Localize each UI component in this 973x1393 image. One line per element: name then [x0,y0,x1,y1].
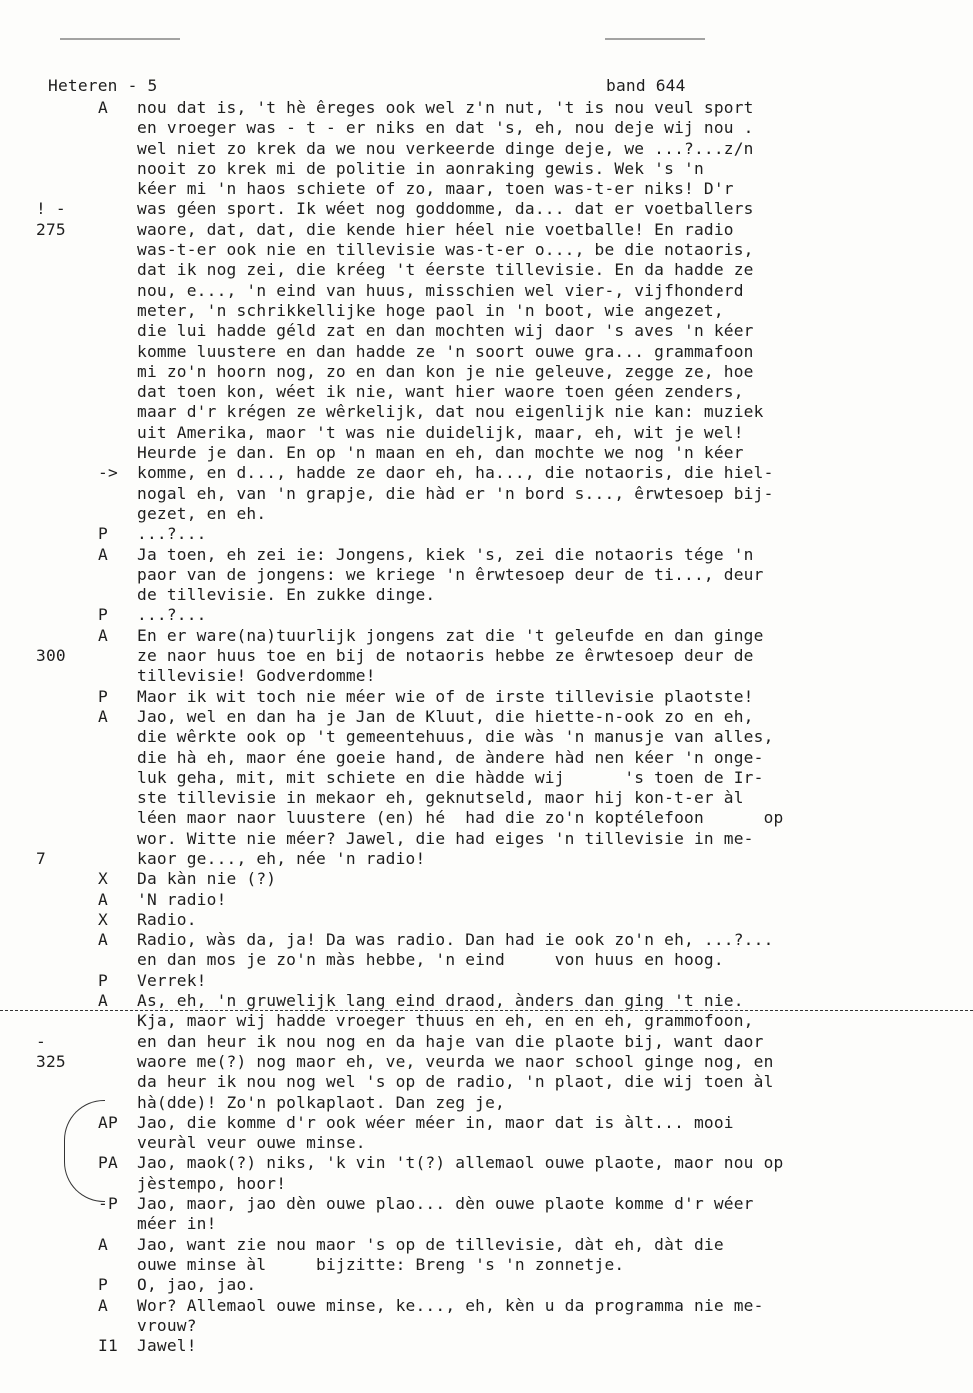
line-text: ...?... [137,524,207,544]
line-text: nooit zo krek mi de politie in aonraking gewis. Wek 's 'n [137,158,704,178]
transcript-line [0,707,973,727]
line-text: Kja, maor wij hadde vroeger thuus en eh, en en eh, grammofoon, [137,1011,754,1031]
speaker-label: A [98,991,108,1011]
line-text: dat ik nog zei, die kréeg 't éerste tillevisie. En da hadde ze [137,260,754,280]
speaker-label: X [98,869,108,889]
line-text: méer in! [137,1214,217,1234]
transcript-line [0,1255,973,1275]
transcript-line [0,179,973,199]
line-text: Jao, die komme d'r ook wéer méer in, maor dat is àlt... mooi [137,1112,734,1132]
transcript-lines [0,98,973,1356]
transcript-line [0,1174,973,1194]
transcript-line [0,199,973,219]
margin-note: 7 [36,848,46,868]
transcript-line [0,402,973,422]
transcript-line [0,646,973,666]
transcript-line [0,1275,973,1295]
line-text: nou, e..., 'n eind van huus, misschien wel vier-, vijfhonderd [137,280,744,300]
margin-note: 275 [36,219,66,239]
line-text: waore, dat, dat, die kende hier héel nie voetballe! En radio [137,219,734,239]
transcript-line [0,1235,973,1255]
line-text: en dan mos je zo'n màs hebbe, 'n eind von huus en hoog. [137,950,724,970]
line-text: da heur ik nou nog wel 's op de radio, 'n plaot, die wij toen àl [137,1072,774,1092]
speaker-label: P [98,686,108,706]
speaker-label: X [98,909,108,929]
transcript-line [0,626,973,646]
transcript-line [0,301,973,321]
transcript-line [0,1072,973,1092]
transcript-line [0,605,973,625]
line-text: vrouw? [137,1315,197,1335]
location-page-label: Heteren - 5 [48,76,158,95]
line-text: Jawel! [137,1336,197,1356]
transcript-line [0,504,973,524]
speaker-label: A [98,1295,108,1315]
speaker-label: A [98,1234,108,1254]
line-text: léen maor naor luustere (en) hé had die zo'n koptélefoon op [137,808,784,828]
line-text: ouwe minse àl bijzitte: Breng 's 'n zonnetje. [137,1254,625,1274]
line-text: veuràl veur ouwe minse. [137,1133,366,1153]
line-text: luk geha, mit, mit schiete en die hàdde wij 's toen de Ir- [137,767,764,787]
line-text: O, jao, jao. [137,1275,257,1295]
transcript-line [0,788,973,808]
transcript-line [0,484,973,504]
line-text: maar d'r krégen ze wêrkelijk, dat nou eigenlijk nie kan: muziek [137,402,764,422]
transcript-line [0,1153,973,1173]
line-text: Da kàn nie (?) [137,869,277,889]
transcript-line [0,260,973,280]
line-text: Jao, maok(?) niks, 'k vin 't(?) allemaol ouwe plaote, maor nou op [137,1153,784,1173]
line-text: komme luustere en dan hadde ze 'n soort ouwe gra... grammafoon [137,341,754,361]
speaker-label: P [98,605,108,625]
transcript-line [0,687,973,707]
speaker-label: -P [98,1194,118,1214]
top-left-scribble [60,38,180,40]
transcript-line [0,1052,973,1072]
line-text: dat toen kon, wéet ik nie, want hier waore toen géen zenders, [137,382,744,402]
margin-note: ! - [36,199,66,219]
transcript-line [0,808,973,828]
line-text: En er ware(na)tuurlijk jongens zat die 't geleufde en dan ginge [137,625,764,645]
line-text: 'N radio! [137,889,227,909]
transcript-line [0,910,973,930]
line-text: uit Amerika, maor 't was nie duidelijk, maar, eh, wit je wel! [137,422,744,442]
line-text: de tillevisie. En zukke dinge. [137,585,436,605]
line-text: Jao, want zie nou maor 's op de tillevisie, dàt eh, dàt die [137,1234,724,1254]
line-text: nogal eh, van 'n grapje, die hàd er 'n bord s..., êrwtesoep bij- [137,483,774,503]
transcript-line [0,423,973,443]
speaker-label: P [98,524,108,544]
transcript-line [0,1093,973,1113]
speaker-label: I1 [98,1336,118,1356]
transcript-line [0,463,973,483]
line-text: kéer mi 'n haos schiete of zo, maar, toen was-t-er niks! D'r [137,179,734,199]
line-text: As, eh, 'n gruwelijk lang eind draod, ànders dan ging 't nie. [137,991,744,1011]
speaker-label: A [98,544,108,564]
transcript-line [0,362,973,382]
dashed-divider [0,1010,973,1011]
line-text: nou dat is, 't hè êreges ook wel z'n nut, 't is nou veul sport [137,98,754,117]
line-text: ste tillevisie in mekaor eh, geknutseld, maor hij kon-t-er àl [137,788,744,808]
transcript-line [0,443,973,463]
line-text: kaor ge..., eh, née 'n radio! [137,848,426,868]
line-text: gezet, en eh. [137,503,267,523]
transcript-line [0,1133,973,1153]
margin-note: - [36,1031,46,1051]
top-right-scribble [605,38,705,40]
line-text: mi zo'n hoorn nog, zo en dan kon je nie geleuve, zegge ze, hoe [137,361,754,381]
transcript-line [0,220,973,240]
transcript-line [0,382,973,402]
line-text: Verrek! [137,970,207,990]
transcript-line [0,139,973,159]
line-text: tillevisie! Godverdomme! [137,666,376,686]
tape-number-label: band 644 [606,76,686,95]
line-text: was géen sport. Ik wéet nog goddomme, da... dat er voetballers [137,199,754,219]
speaker-label: A [98,706,108,726]
line-text: hà(dde)! Zo'n polkaplaot. Dan zeg je, [137,1092,505,1112]
line-text: Jao, wel en dan ha je Jan de Kluut, die hiette-n-ook zo en eh, [137,706,754,726]
transcript-line [0,1214,973,1234]
transcript-line [0,890,973,910]
line-text: die wêrkte ook op 't gemeentehuus, die wàs 'n manusje van alles, [137,727,774,747]
line-text: Jao, maor, jao dèn ouwe plao... dèn ouwe plaote komme d'r wéer [137,1194,754,1214]
transcript-line [0,1316,973,1336]
transcript-line [0,1032,973,1052]
speaker-label: A [98,889,108,909]
line-text: Radio, wàs da, ja! Da was radio. Dan had ie ook zo'n eh, ...?... [137,930,774,950]
transcript-line [0,950,973,970]
transcript-line [0,159,973,179]
transcript-line [0,869,973,889]
speaker-label: A [98,930,108,950]
transcript-line [0,545,973,565]
line-text: komme, en d..., hadde ze daor eh, ha..., die notaoris, die hiel- [137,463,774,483]
line-text: Ja toen, eh zei ie: Jongens, kiek 's, zei die notaoris tége 'n [137,544,754,564]
speaker-label: P [98,970,108,990]
line-text: paor van de jongens: we kriege 'n êrwtesoep deur de ti..., deur [137,564,764,584]
transcript-line [0,768,973,788]
line-text: wor. Witte nie méer? Jawel, die had eiges 'n tillevisie in me- [137,828,754,848]
transcript-line [0,849,973,869]
transcript-line [0,727,973,747]
transcript-line [0,1194,973,1214]
line-text: die lui hadde géld zat en dan mochten wij daor 's aves 'n kéer [137,321,754,341]
speaker-label: PA [98,1153,118,1173]
margin-note: 300 [36,646,66,666]
transcript-line [0,1113,973,1133]
speaker-label: A [98,625,108,645]
transcript-line [0,1296,973,1316]
transcript-line [0,240,973,260]
transcript-line [0,281,973,301]
line-text: Radio. [137,909,197,929]
transcript-line [0,98,973,118]
transcript-line [0,829,973,849]
line-text: waore me(?) nog maor eh, ve, veurda we naor school ginge nog, en [137,1051,774,1071]
line-text: en dan heur ik nou nog en da haje van die plaote bij, want daor [137,1031,764,1051]
line-text: en vroeger was - t - er niks en dat 's, eh, nou deje wij nou . [137,118,754,138]
speaker-label: P [98,1275,108,1295]
line-text: Maor ik wit toch nie méer wie of de irste tillevisie plaotste! [137,686,754,706]
line-text: jèstempo, hoor! [137,1173,287,1193]
transcript-line [0,971,973,991]
line-text: ze naor huus toe en bij de notaoris hebbe ze êrwtesoep deur de [137,646,754,666]
transcript-line [0,118,973,138]
speaker-label: A [98,98,108,117]
page-header [48,76,908,96]
transcript-line [0,666,973,686]
line-text: ...?... [137,605,207,625]
transcript-line [0,1336,973,1356]
line-text: meter, 'n schrikkellijke hoge paol in 'n boot, wie angezet, [137,300,724,320]
transcript-line [0,930,973,950]
line-text: Wor? Allemaol ouwe minse, ke..., eh, kèn u da programma nie me- [137,1295,764,1315]
transcript-line [0,321,973,341]
transcript-line [0,585,973,605]
speaker-label: AP [98,1112,118,1132]
line-text: wel niet zo krek da we nou verkeerde dinge deje, we ...?...z/n [137,138,754,158]
line-text: die hà eh, maor éne goeie hand, de àndere hàd nen kéer 'n onge- [137,747,764,767]
transcript-line [0,524,973,544]
transcript-line [0,748,973,768]
transcript-line [0,991,973,1011]
line-text: Heurde je dan. En op 'n maan en eh, dan mochte we nog 'n kéer [137,443,744,463]
margin-note: 325 [36,1051,66,1071]
transcript-line [0,565,973,585]
transcript-line [0,1011,973,1031]
speaker-label: -> [98,463,118,483]
transcript-line [0,342,973,362]
line-text: was-t-er ook nie en tillevisie was-t-er o..., be die notaoris, [137,240,754,260]
